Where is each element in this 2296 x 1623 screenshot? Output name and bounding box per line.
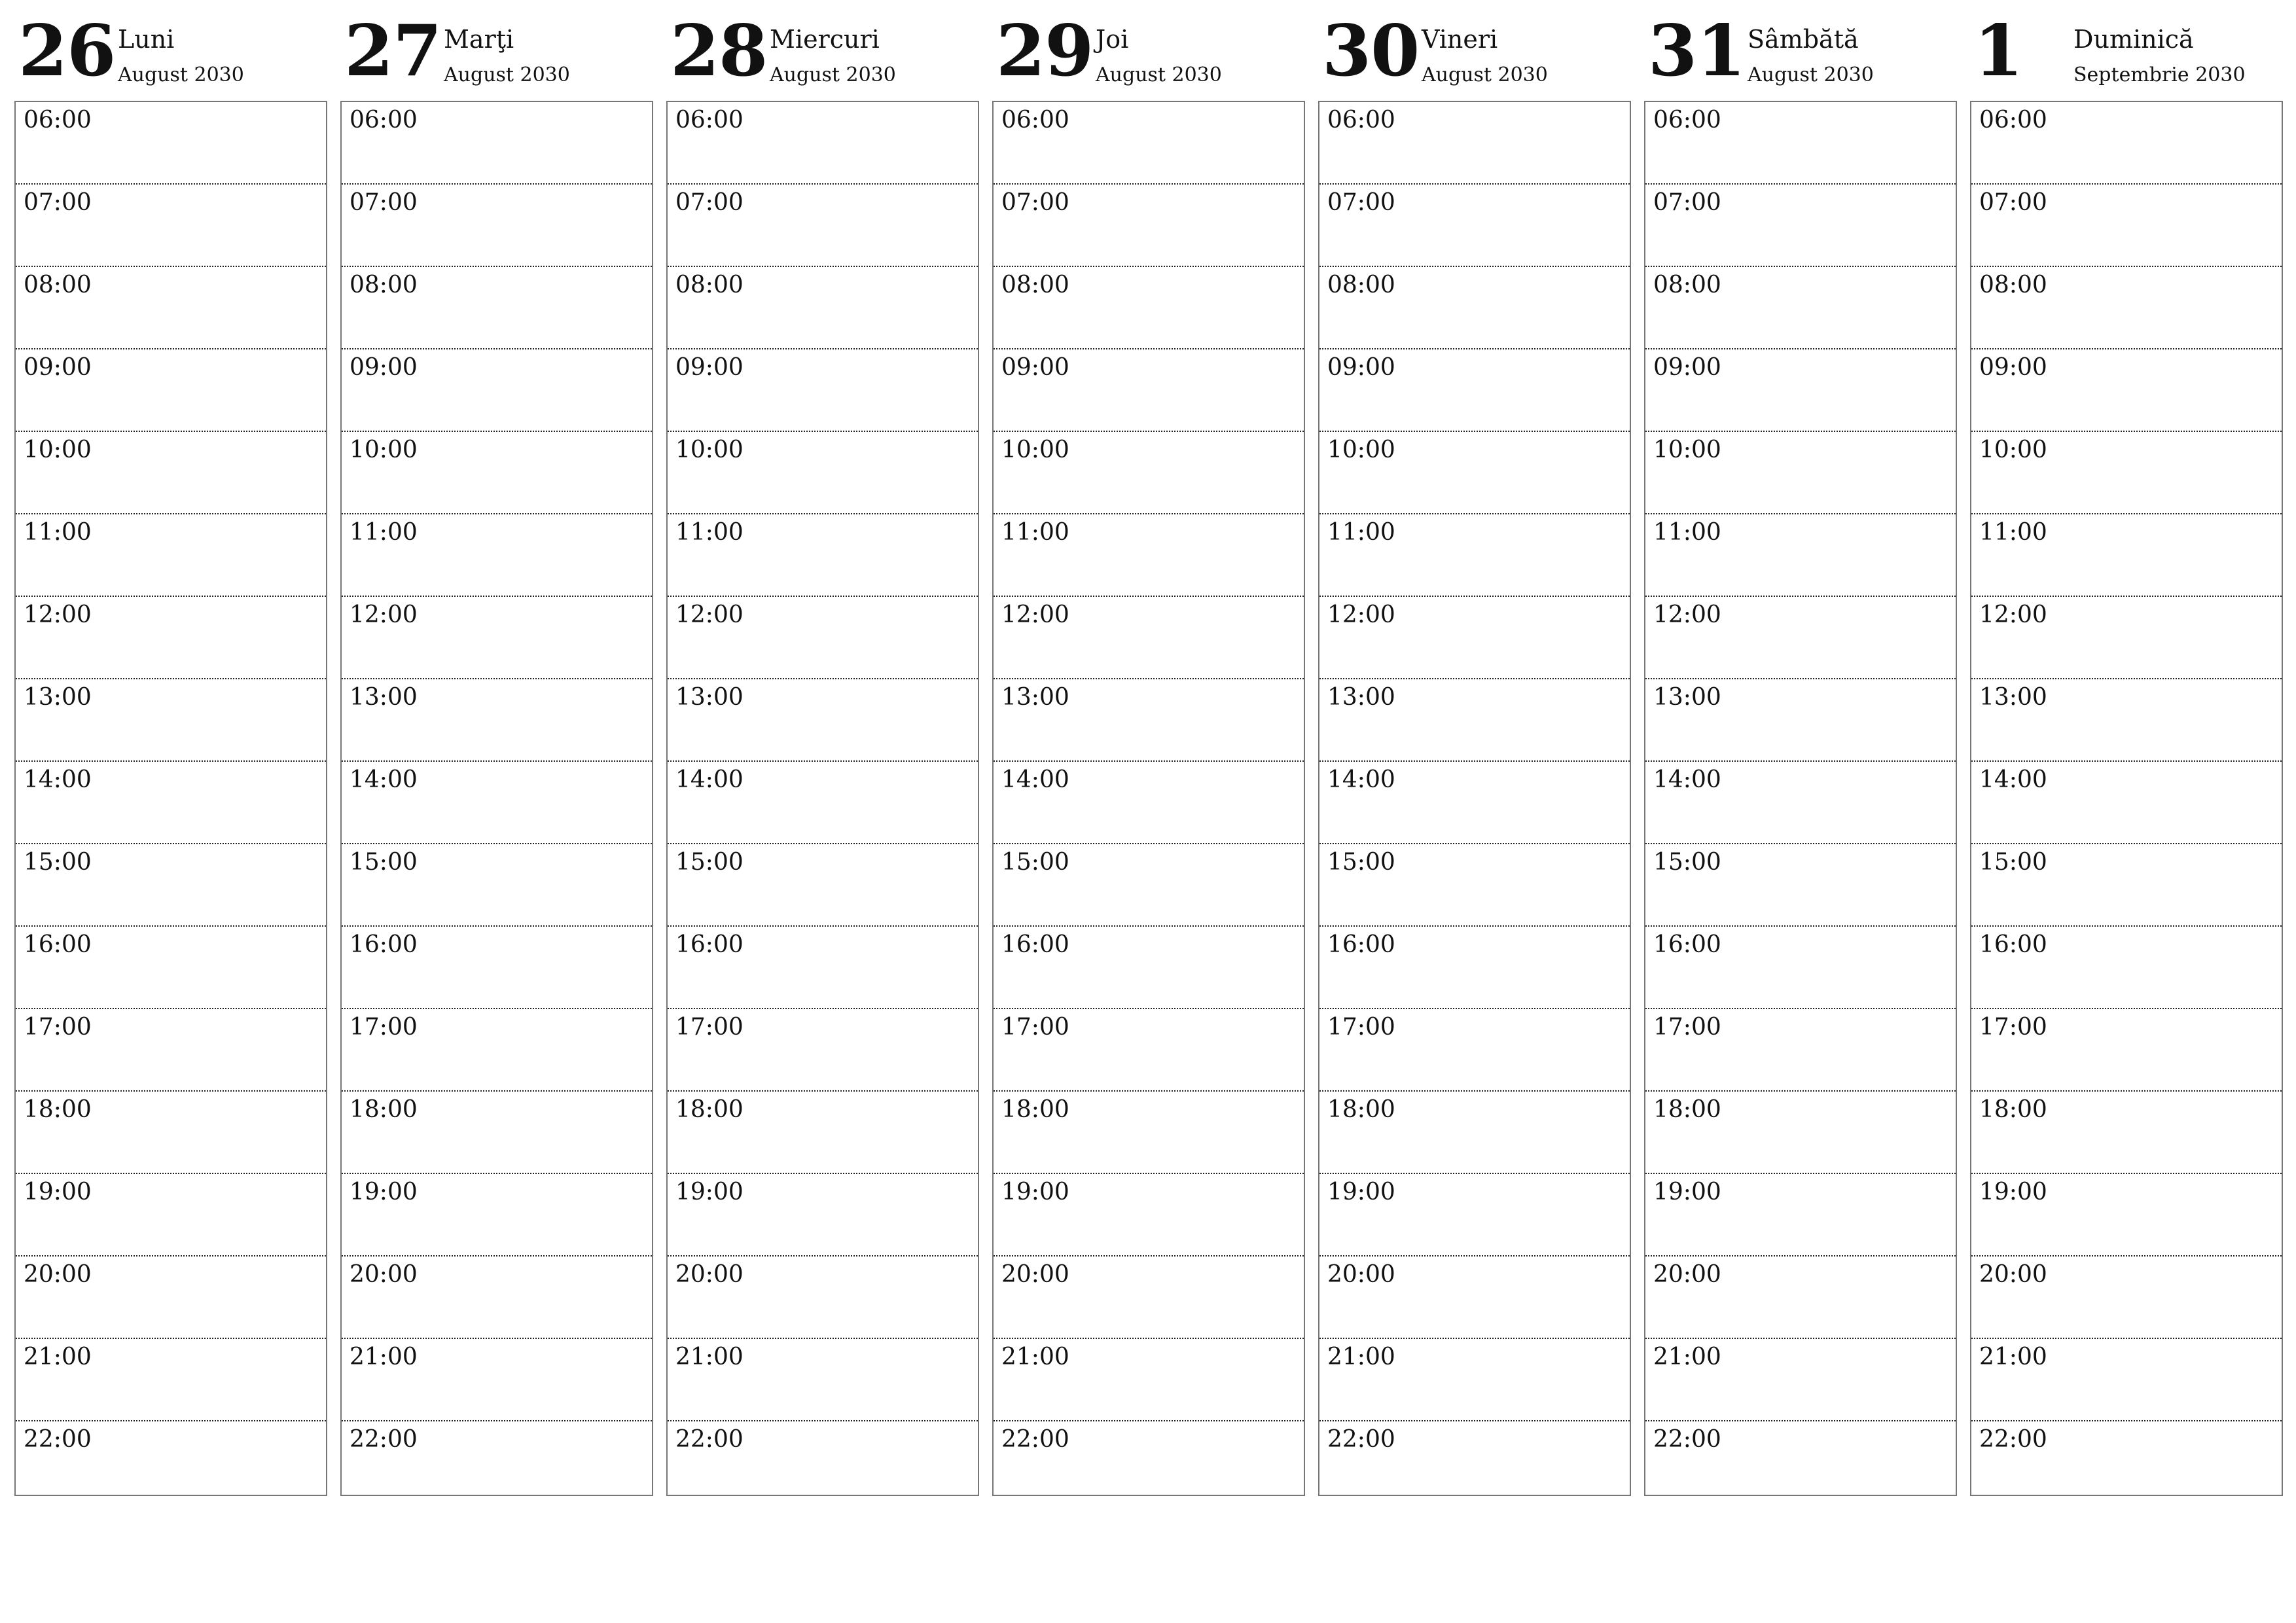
time-slot[interactable] bbox=[16, 514, 326, 597]
time-slot-label: 21:00 bbox=[24, 1344, 92, 1370]
time-slot[interactable] bbox=[16, 1421, 326, 1514]
time-slot-label: 14:00 bbox=[24, 766, 92, 793]
time-slot-label: 22:00 bbox=[1327, 1426, 1395, 1453]
time-slot[interactable] bbox=[994, 1009, 1304, 1092]
time-slot-label: 17:00 bbox=[675, 1014, 744, 1041]
time-slots bbox=[14, 101, 327, 1496]
time-slot-label: 19:00 bbox=[1327, 1179, 1395, 1205]
time-slots bbox=[666, 101, 979, 1496]
time-slot-label: 15:00 bbox=[1979, 849, 2047, 876]
time-slot-label: 18:00 bbox=[24, 1096, 92, 1123]
time-slot-label: 06:00 bbox=[1653, 107, 1721, 134]
time-slot-label: 19:00 bbox=[1653, 1179, 1721, 1205]
time-slot-label: 13:00 bbox=[1979, 684, 2047, 711]
day-column bbox=[1318, 0, 1631, 1453]
time-slot[interactable] bbox=[342, 514, 652, 597]
time-slot-label: 20:00 bbox=[1979, 1261, 2047, 1288]
day-header bbox=[666, 0, 979, 101]
time-slot-label: 09:00 bbox=[1001, 354, 1069, 381]
time-slot-label: 10:00 bbox=[675, 437, 744, 463]
time-slot[interactable] bbox=[342, 679, 652, 762]
time-slot-label: 21:00 bbox=[675, 1344, 744, 1370]
time-slot-label: 21:00 bbox=[350, 1344, 418, 1370]
time-slot[interactable] bbox=[1319, 267, 1630, 349]
time-slot[interactable] bbox=[994, 267, 1304, 349]
time-slot-label: 22:00 bbox=[1001, 1426, 1069, 1453]
time-slot[interactable] bbox=[1319, 597, 1630, 679]
time-slot-label: 15:00 bbox=[1001, 849, 1069, 876]
time-slot[interactable] bbox=[1971, 1009, 2282, 1092]
time-slot[interactable] bbox=[1971, 844, 2282, 927]
time-slot[interactable] bbox=[1645, 597, 1956, 679]
time-slot-label: 09:00 bbox=[1327, 354, 1395, 381]
time-slot-label: 08:00 bbox=[1979, 272, 2047, 298]
day-name: Vineri bbox=[1422, 25, 1498, 54]
time-slot-label: 22:00 bbox=[24, 1426, 92, 1453]
time-slot-label: 07:00 bbox=[1327, 189, 1395, 216]
time-slot-label: 18:00 bbox=[1327, 1096, 1395, 1123]
time-slot-label: 15:00 bbox=[675, 849, 744, 876]
month-label: August 2030 bbox=[118, 63, 244, 86]
time-slot[interactable] bbox=[994, 679, 1304, 762]
time-slot-label: 11:00 bbox=[1653, 519, 1721, 546]
day-number: 1 bbox=[1974, 10, 2023, 92]
time-slot[interactable] bbox=[1971, 1092, 2282, 1174]
time-slot-label: 17:00 bbox=[1327, 1014, 1395, 1041]
day-header bbox=[1644, 0, 1957, 101]
time-slot-label: 21:00 bbox=[1001, 1344, 1069, 1370]
time-slot[interactable] bbox=[994, 1421, 1304, 1514]
time-slot-label: 14:00 bbox=[1653, 766, 1721, 793]
time-slot[interactable] bbox=[342, 349, 652, 432]
time-slot[interactable] bbox=[1319, 762, 1630, 844]
time-slot-label: 08:00 bbox=[24, 272, 92, 298]
time-slot-label: 19:00 bbox=[1979, 1179, 2047, 1205]
time-slot-label: 15:00 bbox=[1327, 849, 1395, 876]
time-slot-label: 18:00 bbox=[350, 1096, 418, 1123]
time-slot[interactable] bbox=[16, 432, 326, 514]
time-slot-label: 14:00 bbox=[1979, 766, 2047, 793]
time-slot[interactable] bbox=[1971, 349, 2282, 432]
time-slot[interactable] bbox=[1319, 1257, 1630, 1339]
time-slot-label: 07:00 bbox=[675, 189, 744, 216]
month-label: Septembrie 2030 bbox=[2073, 63, 2246, 86]
time-slot[interactable] bbox=[994, 432, 1304, 514]
time-slots bbox=[1970, 101, 2283, 1496]
time-slot[interactable] bbox=[1971, 1174, 2282, 1257]
time-slot[interactable] bbox=[994, 514, 1304, 597]
time-slot[interactable] bbox=[1645, 432, 1956, 514]
time-slot-label: 09:00 bbox=[675, 354, 744, 381]
time-slot-label: 15:00 bbox=[1653, 849, 1721, 876]
time-slot[interactable] bbox=[668, 514, 978, 597]
time-slot-label: 22:00 bbox=[1653, 1426, 1721, 1453]
time-slot-label: 20:00 bbox=[350, 1261, 418, 1288]
day-header bbox=[14, 0, 327, 101]
time-slot[interactable] bbox=[668, 185, 978, 267]
time-slot[interactable] bbox=[668, 597, 978, 679]
time-slot-label: 12:00 bbox=[1327, 601, 1395, 628]
time-slot[interactable] bbox=[1971, 514, 2282, 597]
time-slot-label: 17:00 bbox=[1979, 1014, 2047, 1041]
time-slot-label: 20:00 bbox=[24, 1261, 92, 1288]
time-slot[interactable] bbox=[1971, 1339, 2282, 1421]
time-slot-label: 14:00 bbox=[350, 766, 418, 793]
time-slot-label: 11:00 bbox=[350, 519, 418, 546]
time-slot[interactable] bbox=[994, 597, 1304, 679]
time-slot[interactable] bbox=[16, 349, 326, 432]
time-slot-label: 08:00 bbox=[1653, 272, 1721, 298]
time-slot[interactable] bbox=[1319, 185, 1630, 267]
day-number: 27 bbox=[344, 10, 442, 92]
time-slot-label: 08:00 bbox=[675, 272, 744, 298]
time-slot[interactable] bbox=[1645, 514, 1956, 597]
time-slot[interactable] bbox=[16, 1174, 326, 1257]
time-slot[interactable] bbox=[668, 102, 978, 185]
time-slot[interactable] bbox=[342, 432, 652, 514]
time-slot[interactable] bbox=[1319, 1421, 1630, 1514]
time-slot[interactable] bbox=[1645, 927, 1956, 1009]
time-slot[interactable] bbox=[1319, 844, 1630, 927]
month-label: August 2030 bbox=[1422, 63, 1548, 86]
day-name: Joi bbox=[1096, 25, 1129, 54]
time-slot-label: 16:00 bbox=[1979, 931, 2047, 958]
time-slot-label: 20:00 bbox=[1001, 1261, 1069, 1288]
time-slot-label: 13:00 bbox=[1001, 684, 1069, 711]
time-slot[interactable] bbox=[1319, 927, 1630, 1009]
time-slot-label: 11:00 bbox=[1979, 519, 2047, 546]
time-slot[interactable] bbox=[342, 1009, 652, 1092]
time-slot-label: 08:00 bbox=[1001, 272, 1069, 298]
time-slot[interactable] bbox=[342, 267, 652, 349]
time-slot-label: 21:00 bbox=[1979, 1344, 2047, 1370]
time-slots bbox=[340, 101, 653, 1496]
time-slot[interactable] bbox=[16, 679, 326, 762]
time-slot[interactable] bbox=[1645, 844, 1956, 927]
time-slot[interactable] bbox=[1971, 432, 2282, 514]
time-slot-label: 07:00 bbox=[350, 189, 418, 216]
time-slot[interactable] bbox=[994, 102, 1304, 185]
time-slot[interactable] bbox=[1319, 679, 1630, 762]
time-slot-label: 22:00 bbox=[675, 1426, 744, 1453]
time-slot[interactable] bbox=[342, 185, 652, 267]
time-slot-label: 06:00 bbox=[24, 107, 92, 134]
time-slot[interactable] bbox=[16, 1257, 326, 1339]
time-slot-label: 16:00 bbox=[1327, 931, 1395, 958]
time-slot[interactable] bbox=[16, 1092, 326, 1174]
time-slot-label: 17:00 bbox=[1653, 1014, 1721, 1041]
time-slot-label: 11:00 bbox=[24, 519, 92, 546]
time-slot-label: 19:00 bbox=[350, 1179, 418, 1205]
time-slot-label: 06:00 bbox=[675, 107, 744, 134]
time-slot[interactable] bbox=[1645, 267, 1956, 349]
time-slot[interactable] bbox=[668, 927, 978, 1009]
time-slot[interactable] bbox=[994, 927, 1304, 1009]
time-slot-label: 15:00 bbox=[24, 849, 92, 876]
time-slot[interactable] bbox=[1645, 762, 1956, 844]
time-slot[interactable] bbox=[994, 1174, 1304, 1257]
time-slot[interactable] bbox=[16, 185, 326, 267]
day-number: 30 bbox=[1322, 10, 1420, 92]
time-slot[interactable] bbox=[1971, 267, 2282, 349]
time-slot-label: 11:00 bbox=[675, 519, 744, 546]
time-slot-label: 22:00 bbox=[1979, 1426, 2047, 1453]
day-column bbox=[1970, 0, 2283, 1453]
time-slot-label: 12:00 bbox=[1001, 601, 1069, 628]
time-slot[interactable] bbox=[668, 349, 978, 432]
time-slot[interactable] bbox=[342, 1092, 652, 1174]
day-number: 31 bbox=[1648, 10, 1746, 92]
day-column bbox=[14, 0, 327, 1453]
day-header bbox=[1318, 0, 1631, 101]
day-number: 28 bbox=[670, 10, 768, 92]
time-slot[interactable] bbox=[1971, 927, 2282, 1009]
day-header bbox=[1970, 0, 2283, 101]
time-slot[interactable] bbox=[668, 1009, 978, 1092]
time-slot[interactable] bbox=[1971, 597, 2282, 679]
time-slot[interactable] bbox=[1971, 1257, 2282, 1339]
time-slot-label: 09:00 bbox=[1979, 354, 2047, 381]
month-label: August 2030 bbox=[1748, 63, 1874, 86]
time-slot-label: 12:00 bbox=[1979, 601, 2047, 628]
time-slot[interactable] bbox=[342, 762, 652, 844]
time-slot-label: 11:00 bbox=[1001, 519, 1069, 546]
time-slot-label: 18:00 bbox=[675, 1096, 744, 1123]
time-slot[interactable] bbox=[1971, 679, 2282, 762]
time-slot-label: 08:00 bbox=[1327, 272, 1395, 298]
time-slot[interactable] bbox=[342, 1421, 652, 1514]
day-header bbox=[340, 0, 653, 101]
time-slot-label: 18:00 bbox=[1653, 1096, 1721, 1123]
time-slot-label: 09:00 bbox=[1653, 354, 1721, 381]
time-slot-label: 17:00 bbox=[1001, 1014, 1069, 1041]
time-slot-label: 06:00 bbox=[1327, 107, 1395, 134]
day-name: Sâmbătă bbox=[1748, 25, 1859, 54]
time-slot[interactable] bbox=[1645, 679, 1956, 762]
time-slot[interactable] bbox=[16, 927, 326, 1009]
time-slot[interactable] bbox=[994, 1092, 1304, 1174]
time-slot[interactable] bbox=[16, 597, 326, 679]
time-slot-label: 12:00 bbox=[350, 601, 418, 628]
time-slot-label: 07:00 bbox=[1653, 189, 1721, 216]
time-slot[interactable] bbox=[994, 1339, 1304, 1421]
time-slot-label: 06:00 bbox=[1001, 107, 1069, 134]
time-slot[interactable] bbox=[668, 1339, 978, 1421]
time-slot-label: 17:00 bbox=[350, 1014, 418, 1041]
time-slot[interactable] bbox=[668, 1092, 978, 1174]
time-slot[interactable] bbox=[668, 844, 978, 927]
time-slot[interactable] bbox=[668, 432, 978, 514]
time-slots bbox=[1318, 101, 1631, 1496]
time-slot[interactable] bbox=[342, 844, 652, 927]
time-slot-label: 08:00 bbox=[350, 272, 418, 298]
time-slot[interactable] bbox=[668, 267, 978, 349]
time-slot[interactable] bbox=[16, 267, 326, 349]
day-number: 29 bbox=[996, 10, 1094, 92]
time-slot[interactable] bbox=[342, 1174, 652, 1257]
time-slot-label: 12:00 bbox=[675, 601, 744, 628]
month-label: August 2030 bbox=[444, 63, 570, 86]
time-slot-label: 21:00 bbox=[1653, 1344, 1721, 1370]
time-slot[interactable] bbox=[342, 1257, 652, 1339]
time-slot-label: 09:00 bbox=[350, 354, 418, 381]
time-slot[interactable] bbox=[1319, 102, 1630, 185]
time-slot[interactable] bbox=[1645, 1421, 1956, 1514]
time-slot-label: 09:00 bbox=[24, 354, 92, 381]
time-slot[interactable] bbox=[1645, 1092, 1956, 1174]
time-slot-label: 14:00 bbox=[1327, 766, 1395, 793]
time-slot-label: 19:00 bbox=[1001, 1179, 1069, 1205]
time-slot[interactable] bbox=[1645, 1257, 1956, 1339]
time-slot-label: 14:00 bbox=[1001, 766, 1069, 793]
time-slot[interactable] bbox=[994, 844, 1304, 927]
time-slot[interactable] bbox=[994, 1257, 1304, 1339]
time-slot[interactable] bbox=[668, 762, 978, 844]
time-slot-label: 19:00 bbox=[24, 1179, 92, 1205]
month-label: August 2030 bbox=[1096, 63, 1222, 86]
time-slot[interactable] bbox=[342, 927, 652, 1009]
time-slot[interactable] bbox=[668, 1421, 978, 1514]
time-slots bbox=[992, 101, 1305, 1496]
time-slot-label: 18:00 bbox=[1979, 1096, 2047, 1123]
time-slot[interactable] bbox=[668, 1257, 978, 1339]
time-slot[interactable] bbox=[1645, 102, 1956, 185]
time-slot-label: 13:00 bbox=[24, 684, 92, 711]
time-slot-label: 18:00 bbox=[1001, 1096, 1069, 1123]
day-name: Miercuri bbox=[770, 25, 880, 54]
day-number: 26 bbox=[18, 10, 116, 92]
time-slot[interactable] bbox=[668, 1174, 978, 1257]
time-slot-label: 12:00 bbox=[24, 601, 92, 628]
time-slot[interactable] bbox=[1645, 185, 1956, 267]
day-name: Luni bbox=[118, 25, 175, 54]
time-slot-label: 16:00 bbox=[675, 931, 744, 958]
time-slot[interactable] bbox=[16, 1009, 326, 1092]
time-slot-label: 10:00 bbox=[1979, 437, 2047, 463]
time-slot-label: 07:00 bbox=[24, 189, 92, 216]
time-slot-label: 07:00 bbox=[1979, 189, 2047, 216]
time-slot[interactable] bbox=[16, 762, 326, 844]
time-slot[interactable] bbox=[1645, 349, 1956, 432]
time-slot-label: 10:00 bbox=[24, 437, 92, 463]
time-slot[interactable] bbox=[1971, 1421, 2282, 1514]
time-slot[interactable] bbox=[1971, 185, 2282, 267]
month-label: August 2030 bbox=[770, 63, 896, 86]
time-slot-label: 10:00 bbox=[1327, 437, 1395, 463]
time-slot[interactable] bbox=[1319, 1174, 1630, 1257]
time-slot-label: 19:00 bbox=[675, 1179, 744, 1205]
time-slot-label: 16:00 bbox=[350, 931, 418, 958]
time-slot[interactable] bbox=[16, 102, 326, 185]
time-slot-label: 10:00 bbox=[1001, 437, 1069, 463]
time-slot[interactable] bbox=[1319, 1092, 1630, 1174]
time-slot[interactable] bbox=[1645, 1174, 1956, 1257]
time-slot-label: 12:00 bbox=[1653, 601, 1721, 628]
time-slot-label: 13:00 bbox=[350, 684, 418, 711]
time-slot-label: 20:00 bbox=[1327, 1261, 1395, 1288]
time-slot-label: 13:00 bbox=[1653, 684, 1721, 711]
time-slot-label: 16:00 bbox=[24, 931, 92, 958]
day-column bbox=[1644, 0, 1957, 1453]
time-slot-label: 17:00 bbox=[24, 1014, 92, 1041]
time-slot-label: 10:00 bbox=[350, 437, 418, 463]
time-slot[interactable] bbox=[342, 102, 652, 185]
time-slot[interactable] bbox=[994, 185, 1304, 267]
time-slot[interactable] bbox=[668, 679, 978, 762]
time-slot[interactable] bbox=[994, 349, 1304, 432]
time-slot[interactable] bbox=[1319, 1009, 1630, 1092]
day-name: Duminică bbox=[2073, 25, 2194, 54]
day-column bbox=[992, 0, 1305, 1453]
time-slot[interactable] bbox=[16, 1339, 326, 1421]
time-slots bbox=[1644, 101, 1957, 1496]
time-slot-label: 11:00 bbox=[1327, 519, 1395, 546]
time-slot[interactable] bbox=[994, 762, 1304, 844]
time-slot-label: 07:00 bbox=[1001, 189, 1069, 216]
time-slot-label: 16:00 bbox=[1001, 931, 1069, 958]
time-slot-label: 10:00 bbox=[1653, 437, 1721, 463]
time-slot-label: 22:00 bbox=[350, 1426, 418, 1453]
time-slot-label: 13:00 bbox=[675, 684, 744, 711]
time-slot-label: 06:00 bbox=[350, 107, 418, 134]
time-slot-label: 13:00 bbox=[1327, 684, 1395, 711]
time-slot[interactable] bbox=[1971, 762, 2282, 844]
time-slot-label: 21:00 bbox=[1327, 1344, 1395, 1370]
time-slot-label: 15:00 bbox=[350, 849, 418, 876]
day-column bbox=[666, 0, 979, 1453]
time-slot-label: 16:00 bbox=[1653, 931, 1721, 958]
time-slot[interactable] bbox=[342, 1339, 652, 1421]
time-slot[interactable] bbox=[1319, 349, 1630, 432]
time-slot-label: 20:00 bbox=[675, 1261, 744, 1288]
time-slot[interactable] bbox=[1645, 1009, 1956, 1092]
day-name: Marţi bbox=[444, 25, 514, 54]
time-slot[interactable] bbox=[1319, 1339, 1630, 1421]
time-slot-label: 20:00 bbox=[1653, 1261, 1721, 1288]
time-slot[interactable] bbox=[1319, 432, 1630, 514]
time-slot[interactable] bbox=[1319, 514, 1630, 597]
time-slot-label: 06:00 bbox=[1979, 107, 2047, 134]
time-slot[interactable] bbox=[16, 844, 326, 927]
day-column bbox=[340, 0, 653, 1453]
day-header bbox=[992, 0, 1305, 101]
time-slot-label: 14:00 bbox=[675, 766, 744, 793]
time-slot[interactable] bbox=[1645, 1339, 1956, 1421]
time-slot[interactable] bbox=[1971, 102, 2282, 185]
time-slot[interactable] bbox=[342, 597, 652, 679]
